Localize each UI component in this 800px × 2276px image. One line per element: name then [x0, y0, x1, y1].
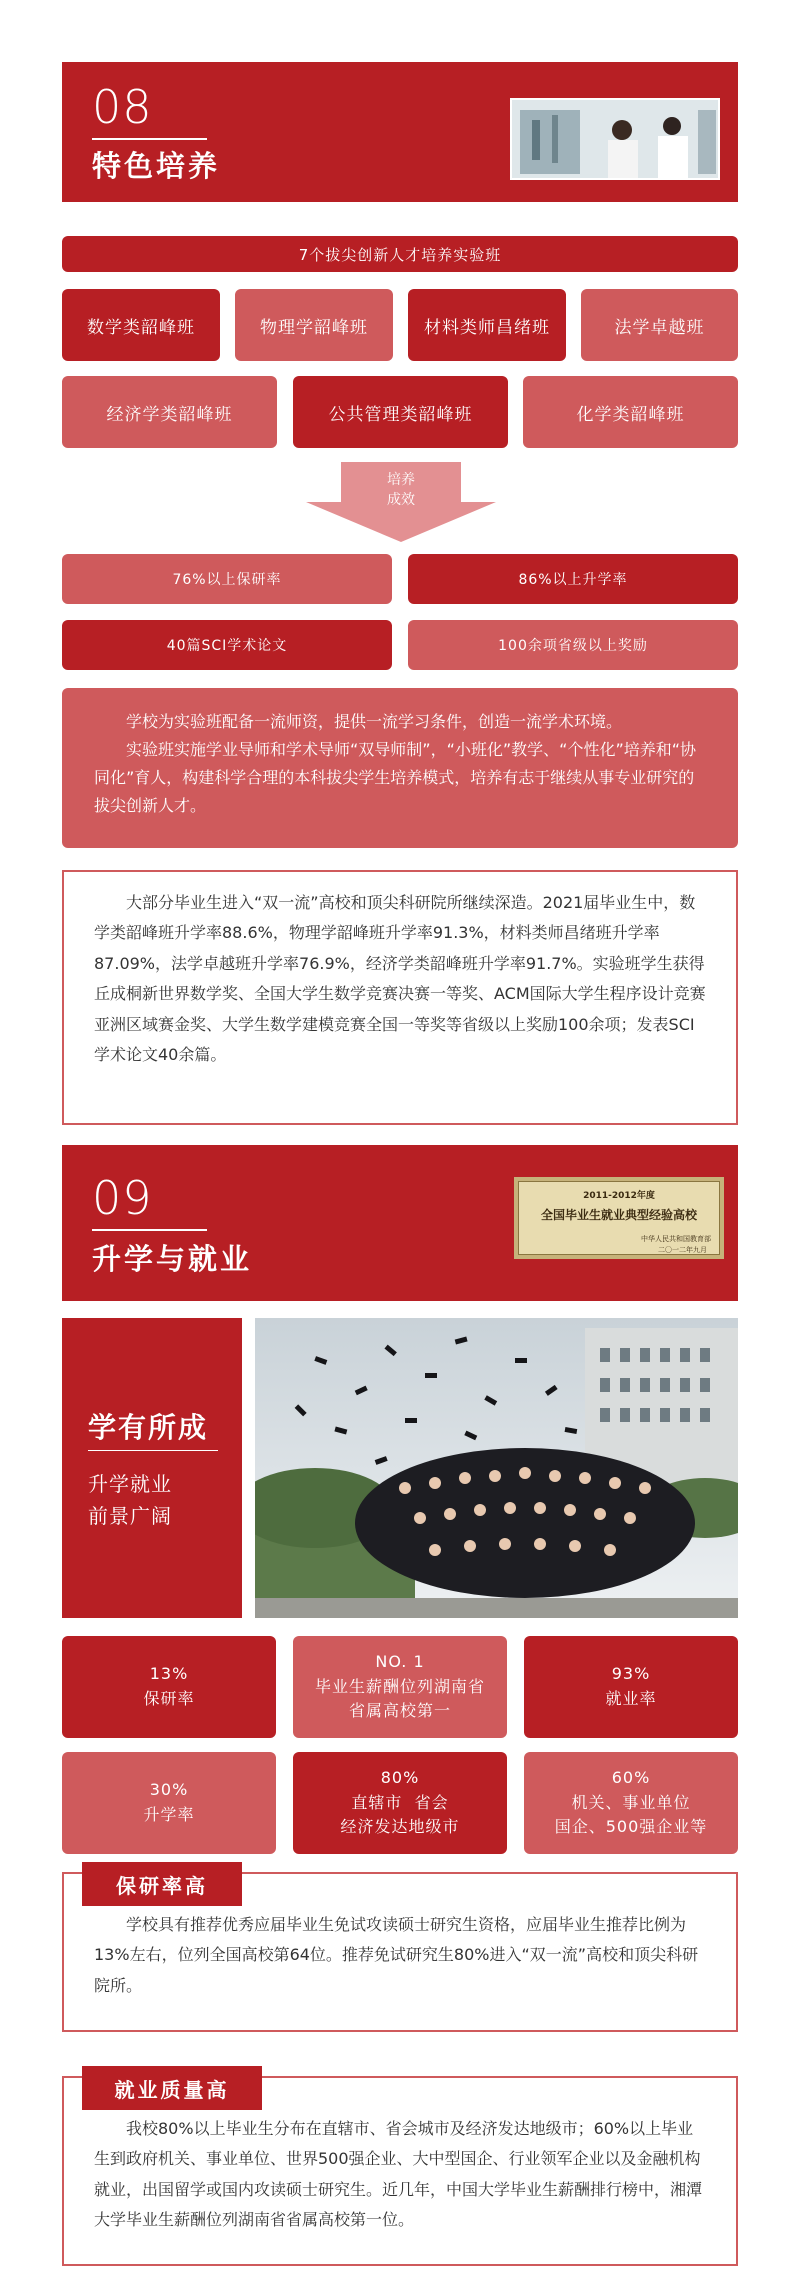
detail-box: [62, 870, 738, 1125]
section-title: 特色培养: [92, 149, 221, 183]
result-awards: 100余项省级以上奖励: [408, 620, 738, 670]
intro-para-1: 学校为实验班配备一流师资，提供一流学习条件，创造一流学术环境。: [126, 712, 623, 731]
class-materials: 材料类师昌绪班: [408, 289, 566, 361]
stat-value: 13%: [149, 1664, 189, 1684]
lab-photo-image: [512, 100, 720, 180]
stat-city-distribution: [293, 1752, 507, 1854]
divider: [92, 138, 207, 140]
class-economics: 经济学类韶峰班: [62, 376, 277, 448]
stat-salary-rank: [293, 1636, 507, 1738]
award-plaque: [514, 1177, 724, 1259]
arrow-label-line1: 培养: [387, 472, 415, 488]
stat-label: 保研率: [143, 1689, 195, 1708]
stat-label-2: 省属高校第一: [348, 1701, 451, 1721]
stat-label-2: 经济发达地级市: [340, 1817, 460, 1837]
stat-value: 60%: [611, 1767, 651, 1787]
stat-employment-rate: [524, 1636, 738, 1738]
divider: [92, 1229, 207, 1231]
employment-text: 我校80%以上毕业生分布在直辖市、省会城市及经济发达地级市；60%以上毕业生到政府机关、事业单位、世界500强企业、大中型国企、行业领军企业以及金融机构就业，出国留学或国内攻读硕士研究生。近几年，中国大学毕业生薪酬排行榜中，湘潭大学毕业生薪酬位列湖南省省属高校第一位。: [94, 2119, 703, 2230]
stat-value: 93%: [611, 1664, 651, 1684]
stat-value: 80%: [380, 1767, 420, 1787]
section-number: 08: [92, 80, 153, 134]
arrow-label-line2: 成效: [387, 492, 415, 509]
stat-label: 就业率: [605, 1689, 657, 1708]
experimental-class-banner: 7个拔尖创新人才培养实验班: [62, 236, 738, 272]
stat-label: 毕业生薪酬位列湖南省: [314, 1676, 485, 1696]
class-math: 数学类韶峰班: [62, 289, 220, 361]
section-09-header: [62, 1145, 738, 1301]
stat-label-2: 国企、500强企业等: [554, 1817, 708, 1837]
results-arrow: [306, 462, 496, 542]
graduation-photo: [255, 1318, 738, 1618]
employment-tag: 就业质量高: [82, 2066, 262, 2110]
class-public-admin: 公共管理类韶峰班: [293, 376, 508, 448]
section-08-header: [62, 62, 738, 202]
postgrad-tag: 保研率高: [82, 1862, 242, 1906]
side-line-1: 升学就业: [88, 1472, 172, 1496]
section-title: 升学与就业: [92, 1242, 253, 1276]
result-further-study: 86%以上升学率: [408, 554, 738, 604]
side-line-2: 前景广阔: [88, 1504, 172, 1528]
stat-value: 30%: [149, 1780, 189, 1800]
intro-box: [62, 688, 738, 848]
stat-employer-type: [524, 1752, 738, 1854]
detail-text: 大部分毕业生进入“双一流”高校和顶尖科研院所继续深造。2021届毕业生中，数学类韶峰班升学率88.6%，物理学韶峰班升学率91.3%，材料类师昌绪班升学率87.09%，法学卓越班升学率76.9%，经济学类韶峰班升学率91.7%。实验班学生获得丘成桐新世界数学奖、全国大学生数学竞赛决赛一等奖、ACM国际大学生程序设计竞赛亚洲区域赛金奖、大学生数学建模竞赛全国一等奖等省级以上奖励100余项；发表SCI学术论文40余篇。: [94, 893, 706, 1064]
side-heading: 学有所成: [88, 1411, 209, 1444]
stat-value: NO. 1: [375, 1651, 425, 1671]
graduation-photo-image: [255, 1318, 738, 1618]
stat-postgrad-rec: [62, 1636, 276, 1738]
side-panel: [62, 1318, 242, 1618]
result-postgrad-rec: 76%以上保研率: [62, 554, 392, 604]
plaque-date: 二〇一二年九月: [658, 1246, 707, 1254]
divider: [88, 1450, 218, 1451]
class-chemistry: 化学类韶峰班: [523, 376, 738, 448]
stat-further-study: [62, 1752, 276, 1854]
class-law: 法学卓越班: [581, 289, 738, 361]
stat-label: 直辖市 省会: [351, 1792, 449, 1812]
plaque-year: 2011-2012年度: [583, 1191, 655, 1201]
section-number: 09: [92, 1171, 153, 1225]
lab-photo: [510, 98, 720, 180]
intro-para-2: 实验班实施学业导师和学术导师“双导师制”，“小班化”教学、“个性化”培养和“协同化”育人，构建科学合理的本科拔尖学生培养模式，培养有志于继续从事专业研究的拔尖创新人才。: [94, 740, 697, 815]
plaque-issuer: 中华人民共和国教育部: [641, 1235, 711, 1243]
result-sci-papers: 40篇SCI学术论文: [62, 620, 392, 670]
arrow-label: [341, 470, 461, 511]
class-physics: 物理学韶峰班: [235, 289, 393, 361]
stat-label: 升学率: [143, 1805, 195, 1824]
stat-label: 机关、事业单位: [571, 1792, 691, 1812]
postgrad-text: 学校具有推荐优秀应届毕业生免试攻读硕士研究生资格，应届毕业生推荐比例为13%左右，位列全国高校第64位。推荐免试研究生80%进入“双一流”高校和顶尖科研院所。: [94, 1915, 699, 1995]
plaque-title: 全国毕业生就业典型经验高校: [540, 1208, 697, 1222]
